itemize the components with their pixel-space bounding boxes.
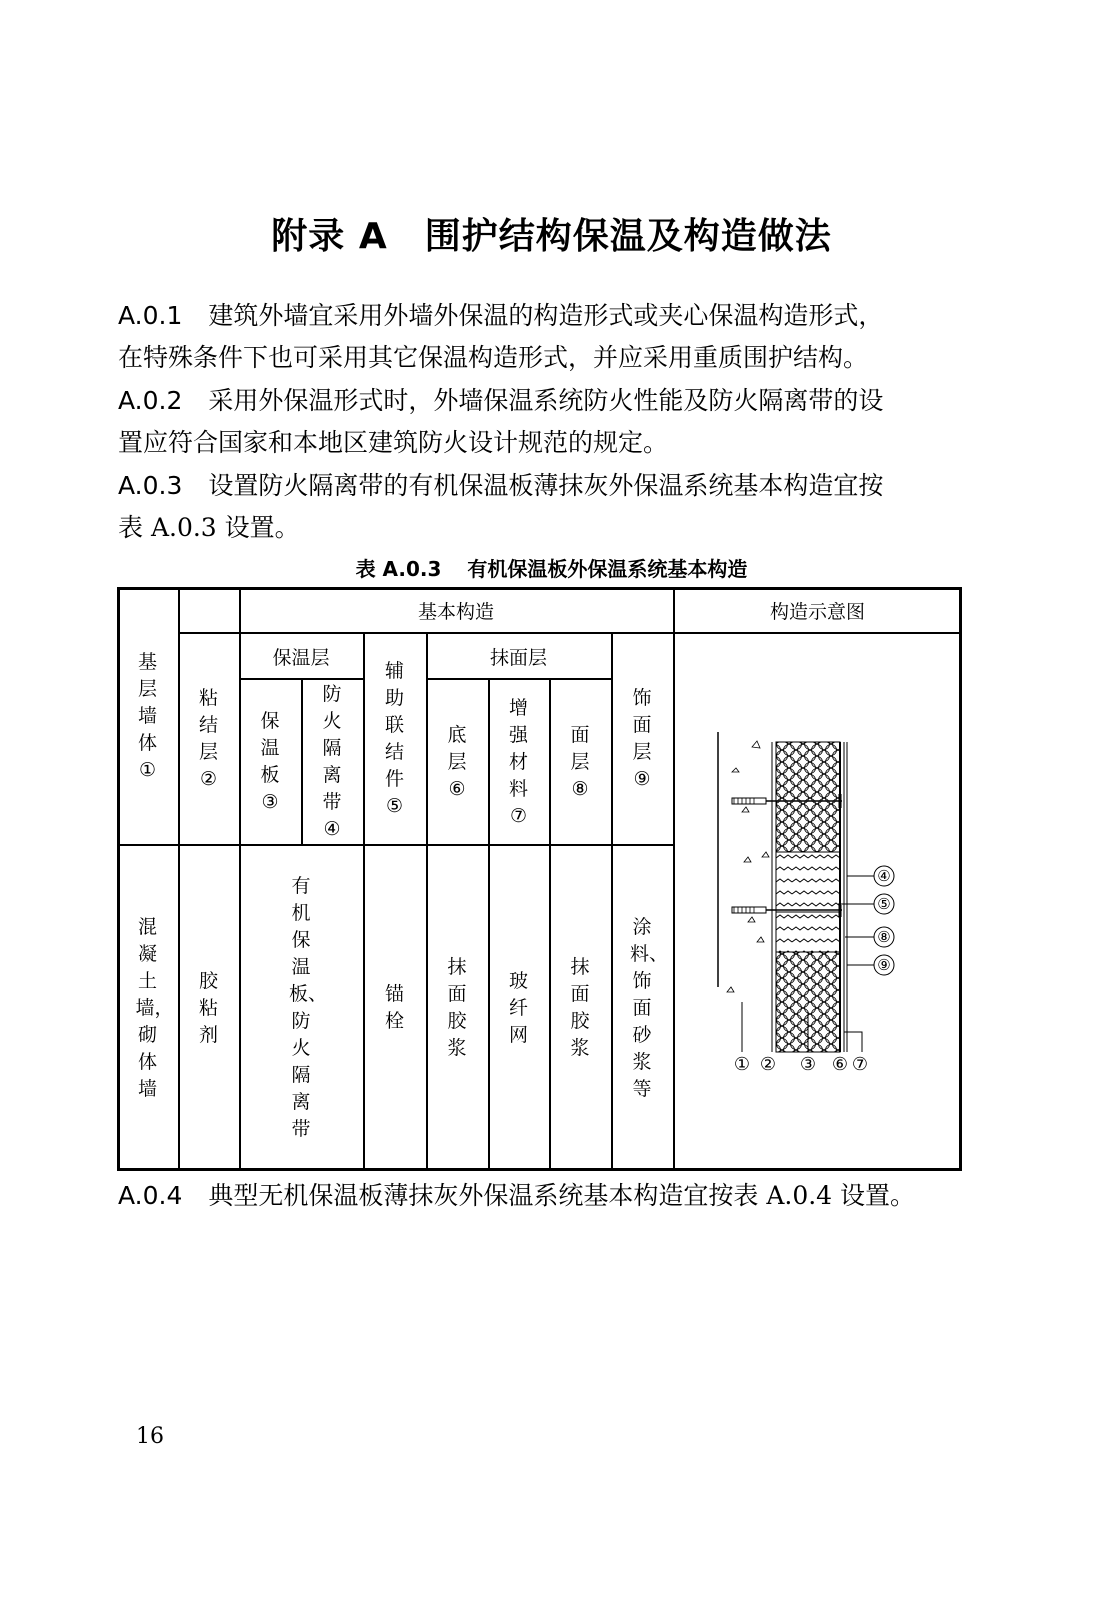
label-6: ⑥	[831, 1054, 849, 1075]
insulation-board-upper	[776, 742, 840, 852]
construction-diagram	[712, 732, 942, 1082]
header-adhesive-layer: 粘结层②	[198, 687, 218, 790]
label-9: ⑨	[877, 956, 891, 974]
header-base-coat: 底层⑥	[447, 723, 467, 800]
table-line	[673, 587, 675, 1171]
paragraph-text: 在特殊条件下也可采用其它保温构造形式，并应采用重质围护结构。	[118, 343, 869, 372]
table-caption	[0, 553, 1103, 582]
paragraph-text: 设置防火隔离带的有机保温板薄抹灰外保温系统基本构造宜按	[208, 471, 884, 500]
construction-table	[117, 587, 962, 1171]
paragraph-text: 采用外保温形式时，外墙保温系统防火性能及防火隔离带的设	[208, 386, 884, 415]
cell-top-coat: 抹面胶浆	[570, 956, 590, 1059]
cell-insulation: 有机保温板、防火隔离带	[289, 875, 328, 1140]
header-plaster-layer: 抹面层	[489, 646, 547, 669]
clause-number: A.0.2	[118, 386, 183, 415]
header-finish: 饰面层⑨	[632, 687, 652, 790]
paragraph-text: 置应符合国家和本地区建筑防火设计规范的规定。	[118, 428, 669, 457]
fire-belt-lower	[776, 912, 840, 952]
clause-number: A.0.4	[118, 1181, 183, 1210]
header-top-coat: 面层⑧	[570, 723, 590, 800]
header-diagram: 构造示意图	[769, 600, 865, 623]
clause-number: A.0.1	[118, 301, 183, 330]
cell-reinforcement: 玻纤网	[508, 969, 528, 1046]
label-4: ④	[877, 867, 891, 885]
table-number: 表 A.0.3	[355, 557, 442, 581]
header-insulation-board: 保温板③	[260, 710, 280, 813]
page-number: 16	[136, 1424, 164, 1449]
cell-adhesive: 胶粘剂	[198, 969, 218, 1046]
label-7: ⑦	[851, 1054, 869, 1075]
label-3: ③	[799, 1054, 817, 1075]
header-reinforcement: 增强材料⑦	[508, 696, 528, 827]
cell-anchor: 锚栓	[384, 983, 404, 1032]
header-basic-construction: 基本构造	[417, 600, 494, 623]
cell-base-wall: 混凝土墙，砌体墙	[135, 915, 174, 1100]
paragraph-a-0-2	[118, 380, 978, 464]
header-fire-belt: 防火隔离带④	[322, 683, 342, 840]
cell-base-coat: 抹面胶浆	[447, 956, 467, 1059]
label-8: ⑧	[877, 928, 891, 946]
paragraph-text: 建筑外墙宜采用外墙外保温的构造形式或夹心保温构造形式，	[208, 301, 884, 330]
paragraph-a-0-3	[118, 465, 978, 549]
clause-number: A.0.3	[118, 471, 183, 500]
concrete-aggregate-marks	[727, 741, 769, 992]
label-5: ⑤	[877, 895, 891, 913]
paragraph-text: 典型无机保温板薄抹灰外保温系统基本构造宜按表 A.0.4 设置。	[208, 1181, 916, 1210]
header-anchor: 辅助联结件⑤	[384, 660, 404, 817]
page-title: 附录 A 围护结构保温及构造做法	[271, 216, 832, 257]
header-base-wall: 基层墙体①	[137, 650, 157, 781]
table-title: 有机保温板外保温系统基本构造	[467, 557, 748, 581]
header-insulation-layer: 保温层	[272, 646, 330, 669]
cell-finish: 涂料、饰面砂浆等	[630, 915, 669, 1100]
fire-belt-upper	[776, 852, 840, 912]
paragraph-a-0-1	[118, 295, 978, 379]
paragraph-a-0-4	[118, 1175, 978, 1217]
paragraph-text: 表 A.0.3 设置。	[118, 513, 300, 542]
label-2: ②	[759, 1054, 777, 1075]
label-1: ①	[733, 1054, 751, 1075]
